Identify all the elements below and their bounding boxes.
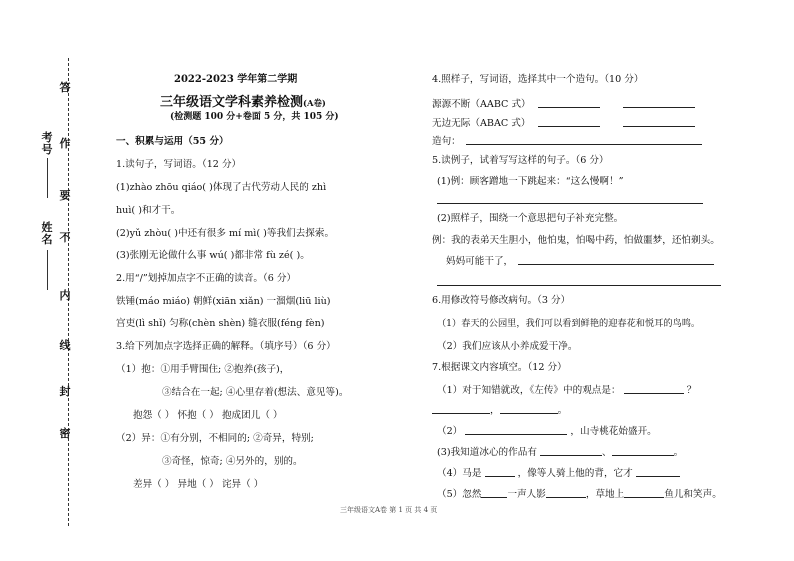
q1-line3: (2)yǔ zhòu( )中还有很多 mí mì( )等我们去探索。 <box>116 228 335 239</box>
q3-b-line3: 差异（ ） 异地（ ） 诧异（ ） <box>133 479 264 490</box>
q6-prompt: 6.用修改符号修改病句。（3 分） <box>432 295 571 306</box>
q7-item5-b: 一声人影 <box>507 489 546 500</box>
q5-blank-line3[interactable] <box>437 285 721 286</box>
q7-item3-text: (3)我知道冰心的作品有 <box>437 447 537 458</box>
q3-a-line2: ③结合在一起; ④心里存着(想法、意见等)。 <box>162 387 349 398</box>
q7-item1-text: （1）对于知错就改，《左传》中的观点是： <box>437 385 621 396</box>
binding-char-2: 作 <box>59 137 71 150</box>
q3-prompt: 3.给下列加点字选择正确的解释。（填序号）（6 分） <box>116 341 336 352</box>
q7-5-blank3[interactable] <box>624 487 664 498</box>
q7-4-blank1[interactable] <box>485 466 515 477</box>
q5-blank-line1[interactable] <box>437 203 703 204</box>
q3-a-line1: （1）抱：①用手臂围住; ②抱养(孩子)， <box>116 364 290 375</box>
q5-example2: 例：我的表弟天生胆小，他怕鬼，怕喝中药，怕做噩梦，还怕剃头。 <box>432 235 720 246</box>
q7-1-blank1[interactable] <box>624 383 684 394</box>
q7-item3: (3)我知道冰心的作品有 、 。 <box>437 447 684 458</box>
student-id-field[interactable] <box>47 158 48 198</box>
q7-3-blank2[interactable] <box>612 445 674 456</box>
q7-item5-text: （5）忽然 <box>437 489 482 500</box>
q4-a-blank1[interactable] <box>538 97 600 108</box>
q7-item4 <box>437 466 680 480</box>
q6-sentence2: （2）我们应该从小养成爱干净。 <box>437 341 578 352</box>
q1-line2: huì( )和才干。 <box>116 205 181 216</box>
q7-item5-c: ，草地上 <box>585 489 625 500</box>
q6-sentence1: （1）春天的公园里，我们可以看到鲜艳的迎春花和悦耳的鸟鸣。 <box>437 318 701 329</box>
exam-title-suffix: (A卷) <box>303 98 326 108</box>
q1-line4: (3)张刚无论做什么事 wú( )都非常 fù zé( )。 <box>116 250 310 261</box>
q7-item4-mid: ，像等人骑上他的背，它才 <box>517 468 633 479</box>
q7-item5-d: 鱼儿和笑声。 <box>664 489 722 500</box>
q7-item1-line2: ， 。 <box>432 403 567 417</box>
q5-blank-line2[interactable] <box>518 254 714 265</box>
q3-b-line1: （2）异：①有分别，不相同的; ②奇异，特别; <box>116 433 314 444</box>
student-id-label: 考号 <box>41 131 53 156</box>
q1-prompt: 1.读句子，写词语。（12 分） <box>116 159 242 170</box>
q5-prompt: 5.读例子，试着写写这样的句子。（6 分） <box>432 155 609 166</box>
binding-char-1: 答 <box>59 81 71 94</box>
q4-sentence-label: 造句： <box>432 136 461 147</box>
q7-item2-end: ，山寺桃花始盛开。 <box>570 426 657 437</box>
q7-1-blank2[interactable] <box>432 403 490 414</box>
binding-char-6: 线 <box>59 339 71 352</box>
q5-prompt-mom-text: 妈妈可能干了， <box>446 256 514 267</box>
q4-b-blank1[interactable] <box>538 116 600 127</box>
q7-item4-text: （4）马是 <box>437 468 482 479</box>
q4-item-a <box>432 97 695 111</box>
section1-heading: 一、积累与运用（55 分） <box>116 136 229 147</box>
binding-char-5: 内 <box>59 289 71 302</box>
q2-prompt: 2.用“/”划掉加点字不正确的读音。（6 分） <box>116 273 297 284</box>
q7-1-blank3[interactable] <box>500 403 558 414</box>
q5-prompt-mom <box>446 254 714 268</box>
q4-sentence-blank[interactable] <box>466 134 702 145</box>
q7-item5 <box>437 487 722 501</box>
name-field[interactable] <box>47 250 48 290</box>
q3-a-line3: 抱怨（ ） 怀抱（ ） 抱成团儿（ ） <box>133 410 283 421</box>
q4-item-a-label: 源源不断（AABC 式） <box>432 99 531 110</box>
q7-item2 <box>437 424 657 438</box>
q2-line1: 铁锤(máo miáo) 朝鲜(xiān xiǎn) 一溜烟(liū liù) <box>116 296 331 307</box>
binding-char-7: 封 <box>59 385 71 398</box>
exam-subtitle: (检测题 100 分+卷面 5 分，共 105 分) <box>170 112 339 122</box>
q2-line2: 宫吏(lì shǐ) 匀称(chèn shèn) 缝衣服(féng fèn) <box>116 318 325 329</box>
q4-prompt: 4.照样子，写词语，选择其中一个造句。（10 分） <box>432 74 644 85</box>
q7-3-blank1[interactable] <box>540 445 602 456</box>
q7-2-blank[interactable] <box>465 424 567 435</box>
q4-item-b-label: 无边无际（ABAC 式） <box>432 118 531 129</box>
q7-5-blank2[interactable] <box>546 487 586 498</box>
binding-char-8: 密 <box>59 427 71 440</box>
q7-item1-end: ？ <box>686 385 697 396</box>
q7-item1 <box>437 383 696 397</box>
q7-item2-text: （2） <box>437 426 463 437</box>
q5-instruction2: (2)照样子，围绕一个意思把句子补充完整。 <box>437 213 624 224</box>
exam-year: 2022-2023 学年第二学期 <box>174 74 298 85</box>
name-label: 姓名 <box>41 221 53 246</box>
q7-4-blank2[interactable] <box>636 466 680 477</box>
q7-prompt: 7.根据课文内容填空。（12 分） <box>432 362 567 373</box>
q1-line1: (1)zhào zhōu qiáo( )体现了古代劳动人民的 zhì <box>116 182 327 193</box>
q4-item-b <box>432 116 695 130</box>
q4-sentence <box>432 134 702 148</box>
page-footer: 三年级语文A卷 第 1 页 共 4 页 <box>340 506 438 514</box>
binding-char-4: 不 <box>59 231 71 244</box>
q7-5-blank1[interactable] <box>481 487 507 498</box>
q5-example1: (1)例：顾客蹭地一下跳起来：“这么慢啊！” <box>437 176 624 187</box>
q4-a-blank2[interactable] <box>623 97 695 108</box>
q4-b-blank2[interactable] <box>623 116 695 127</box>
q3-b-line2: ③奇怪，惊奇; ④另外的，别的。 <box>162 456 303 467</box>
exam-title <box>160 91 326 110</box>
exam-title-text: 三年级语文学科素养检测 <box>160 95 304 110</box>
binding-char-3: 要 <box>59 189 71 202</box>
